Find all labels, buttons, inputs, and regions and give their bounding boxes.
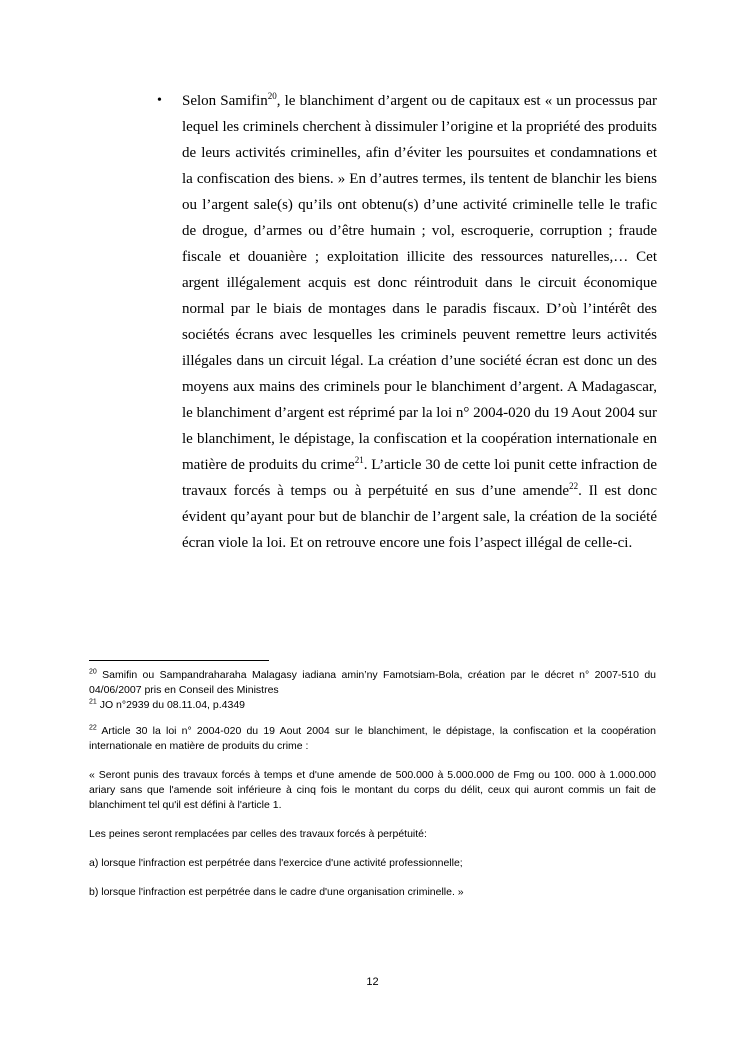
footnote-ref-22[interactable]: 22 [569,481,579,491]
footnote-number: 22 [89,724,97,732]
footnotes-section [89,668,656,900]
footnote-ref-20[interactable]: 20 [267,91,277,101]
page-number: 12 [366,976,379,988]
body-paragraph [182,88,657,556]
footnote-text: Samifin ou Sampandraharaha Malagasy iadiana amin’ny Famotsiam-Bola, création par le décret n° 2007-510 du 04/06/2007 pris en Conseil des Ministres [89,669,656,696]
footnote-22-quote: « Seront punis des travaux forcés à temps et d'une amende de 500.000 à 5.000.000 de Fmg ou 100. 000 à 1.000.000 ariary sans que l'amende soit inférieure à cinq fois le montant du corps du délit, ceux qui auront commis un fait de blanchiment tel qu'il est défini à l'article 1. [89,769,656,811]
footnote-number: 21 [89,698,97,706]
footnote-22 [89,724,656,754]
footnote-22-item-a: a) lorsque l'infraction est perpétrée dans l'exercice d'une activité professionnelle; [89,857,463,869]
body-text-segment: , le blanchiment d’argent ou de capitaux est « un processus par lequel les criminels cherchent à dissimuler l’origine et la propriété des produits de leurs activités criminelles, afin d’éviter les poursuites et condamnations et la confiscation des biens. » En d’autres termes, ils tentent de blanchir les biens ou l’argent sale(s) qu’ils ont obtenu(s) d’une activité criminelle telle le trafic de drogue, d’armes ou d’être humain ; vol, escroquerie, corruption ; fraude fiscale et douanière ; exploitation illicite des ressources naturelles,… Cet argent illégalement acquis est donc réintroduit dans le circuit économique normal par le biais de montages dans le paradis fiscaux. D’où l’intérêt des sociétés écrans avec lesquelles les criminels peuvent remettre leurs activités illégales dans un circuit légal. La création d’une société écran est donc un des moyens aux mains des criminels pour le blanchiment d’argent. A Madagascar, le blanchiment d’argent est réprimé par la loi n° 2004-020 du 19 Aout 2004 sur le blanchiment, le dépistage, la confiscation et la coopération internationale en matière de produits du crime [182,93,657,473]
footnote-text: Article 30 la loi n° 2004-020 du 19 Aout 2004 sur le blanchiment, le dépistage, la confiscation et la coopération internationale en matière de produits du crime : [89,725,656,752]
footnote-separator [89,660,269,661]
bullet-marker: • [157,93,162,108]
footnote-22-penalties: Les peines seront remplacées par celles des travaux forcés à perpétuité: [89,828,427,840]
footnote-20 [89,668,656,698]
footnote-number: 20 [89,668,97,676]
body-text-segment: . Il est donc évident qu’ayant pour but de blanchir de l’argent sale, la création de la société écran viole la loi. Et on retrouve encore une fois l’aspect illégal de celle-ci. [182,483,657,551]
body-text-segment: . L’article 30 de cette loi punit cette infraction de travaux forcés à temps ou à perpétuité en sus d’une amende [182,457,657,499]
footnote-22-item-b: b) lorsque l'infraction est perpétrée dans le cadre d'une organisation criminelle. » [89,886,464,898]
footnote-text: JO n°2939 du 08.11.04, p.4349 [96,699,246,711]
footnote-ref-21[interactable]: 21 [354,455,364,465]
body-text-segment: Selon Samifin [182,93,268,109]
footnote-21 [89,698,656,713]
